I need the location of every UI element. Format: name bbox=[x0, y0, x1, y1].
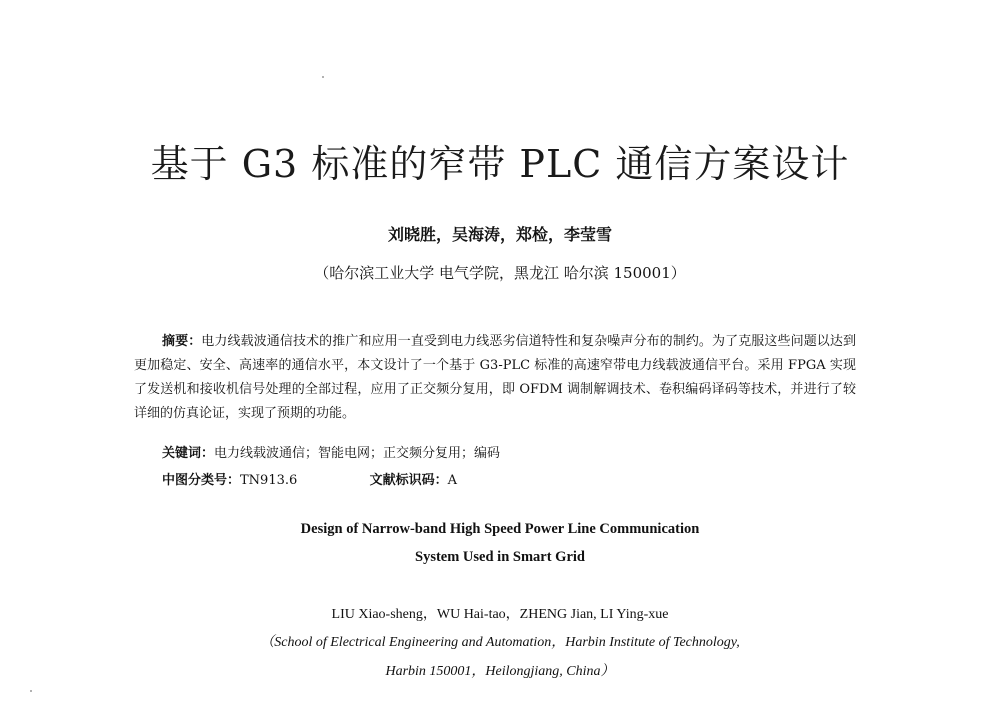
classification-label: 中图分类号： bbox=[162, 473, 241, 488]
paper-title-en-line1: Design of Narrow-band High Speed Power Line Communication bbox=[300, 521, 700, 537]
paper-title-cn: 基于 G3 标准的窄带 PLC 通信方案设计 bbox=[150, 142, 850, 186]
paper-title-en-line2: System Used in Smart Grid bbox=[415, 549, 585, 565]
affiliation-en-line2: Harbin 150001，Heilongjiang, China） bbox=[385, 664, 615, 679]
abstract-text: 电力线载波通信技术的推广和应用一直受到电力线恶劣信道特性和复杂噪声分布的制约。为了克服这些问题以达到更加稳定、安全、高速率的通信水平，本文设计了一个基于 G3-PLC 标准的高速窄带电力线载波通信平台。采用 FPGA 实现了发送机和接收机信号处理的全部过程，应用了正交频分复用，即 OFDM 调制解调技术、卷积编码译码等技术，并进行了较详细的仿真论证，实现了预期的功能。 bbox=[134, 334, 856, 421]
authors-en: LIU Xiao-sheng，WU Hai-tao，ZHENG Jian, LI Ying-xue bbox=[331, 607, 669, 622]
classification-line bbox=[162, 469, 457, 488]
classification-value: TN913.6 bbox=[240, 473, 298, 488]
abstract-label: 摘要： bbox=[162, 334, 202, 349]
keywords-line bbox=[162, 442, 500, 461]
scan-speck bbox=[322, 76, 324, 78]
affiliation-en-line1: （School of Electrical Engineering and Automation，Harbin Institute of Technology, bbox=[260, 635, 740, 650]
doc-code-label: 文献标识码： bbox=[369, 473, 448, 488]
keywords-text: 电力线载波通信；智能电网；正交频分复用；编码 bbox=[214, 446, 501, 461]
scan-speck bbox=[30, 690, 32, 692]
abstract-paragraph bbox=[134, 330, 856, 426]
affiliation-cn: （哈尔滨工业大学 电气学院，黑龙江 哈尔滨 150001） bbox=[314, 264, 686, 282]
authors-cn: 刘晓胜，吴海涛，郑检，李莹雪 bbox=[387, 225, 612, 244]
keywords-label: 关键词： bbox=[162, 446, 215, 461]
doc-code-value: A bbox=[447, 473, 457, 488]
